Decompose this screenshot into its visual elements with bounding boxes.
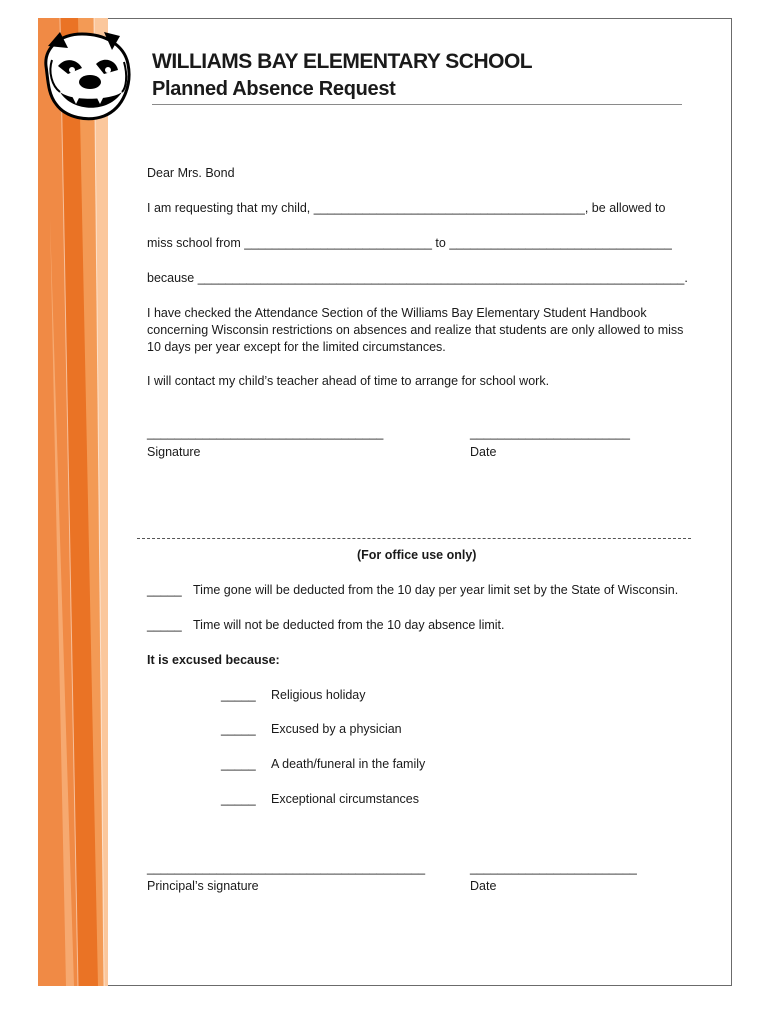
not-deducted-option: Time will not be deducted from the 10 day absence limit. bbox=[193, 618, 505, 632]
principal-signature-line: ________________________________________ bbox=[147, 861, 426, 875]
office-use-heading: (For office use only) bbox=[357, 548, 477, 562]
parent-date-line: _______________________ bbox=[470, 426, 630, 440]
reason-blank: _____ bbox=[221, 757, 256, 771]
title-divider bbox=[152, 104, 682, 105]
reason-blank: _____ bbox=[221, 688, 256, 702]
excused-heading: It is excused because: bbox=[147, 653, 280, 667]
not-deducted-blank: _____ bbox=[147, 618, 182, 632]
school-name: WILLIAMS BAY ELEMENTARY SCHOOL bbox=[152, 50, 533, 73]
deducted-option: Time gone will be deducted from the 10 day per year limit set by the State of Wisconsin. bbox=[193, 583, 679, 597]
deducted-blank: _____ bbox=[147, 583, 182, 597]
principal-signature-label: Principal’s signature bbox=[147, 879, 259, 893]
reason-exceptional: Exceptional circumstances bbox=[271, 792, 419, 806]
parent-signature-label: Signature bbox=[147, 445, 201, 459]
absence-reason-line: because ______________________________________________________________________. bbox=[147, 271, 688, 285]
page-frame bbox=[38, 18, 732, 986]
decorative-side-band bbox=[38, 18, 108, 986]
reason-physician: Excused by a physician bbox=[271, 722, 402, 736]
bulldog-mascot-logo bbox=[38, 26, 138, 126]
reason-religious-holiday: Religious holiday bbox=[271, 688, 366, 702]
handbook-acknowledgement: I have checked the Attendance Section of the Williams Bay Elementary Student Handbook concerning Wisconsin restrictions on absences and realize that students are only allowed to miss 10 days per year except for the limited circumstances. bbox=[147, 306, 684, 354]
office-use-separator bbox=[137, 538, 691, 539]
principal-date-line: ________________________ bbox=[470, 861, 637, 875]
parent-signature-line: __________________________________ bbox=[147, 426, 384, 440]
reason-death-funeral: A death/funeral in the family bbox=[271, 757, 426, 771]
reason-blank: _____ bbox=[221, 722, 256, 736]
absence-dates-line: miss school from ___________________________ to ________________________________ bbox=[147, 236, 672, 250]
form-title: Planned Absence Request bbox=[152, 78, 396, 100]
parent-date-label: Date bbox=[470, 445, 497, 459]
child-name-line: I am requesting that my child, _______________________________________, be allowed to bbox=[147, 201, 666, 215]
letter-greeting: Dear Mrs. Bond bbox=[147, 166, 235, 180]
teacher-contact-statement: I will contact my child’s teacher ahead of time to arrange for school work. bbox=[147, 374, 550, 388]
principal-date-label: Date bbox=[470, 879, 497, 893]
reason-blank: _____ bbox=[221, 792, 256, 806]
